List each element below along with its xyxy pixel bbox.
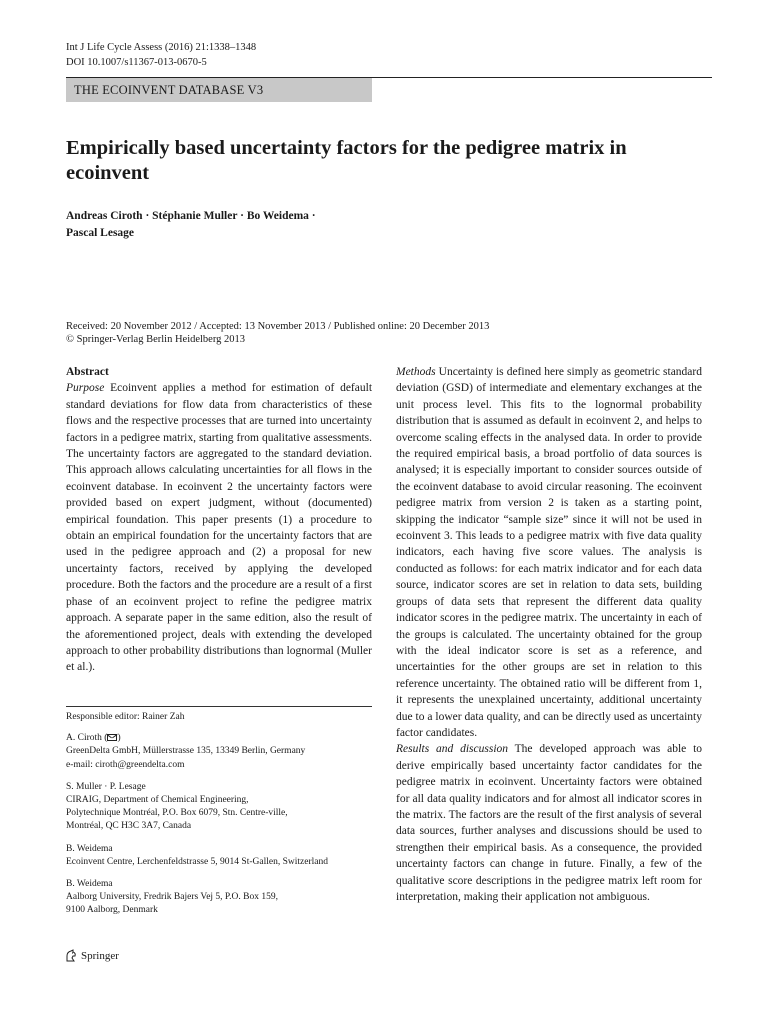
footnote-rule xyxy=(66,706,372,707)
author-affiliations xyxy=(66,711,372,927)
journal-meta xyxy=(66,40,256,70)
purpose-text: Ecoinvent applies a method for estimation of default standard deviations for flow data from characteristics of these flows and the respective processes that are turned into uncertainty factors in a pedigree matrix, starting from qualitative assessments. The uncertainty factors are aggregated to the standard deviation. This approach allows calculating uncertainties for all flows in the ecoinvent database. In ecoinvent 2 the uncertainty factors were provided based on expert judgment, without (documented) empirical foundation. This paper presents (1) a procedure to obtain an empirical foundation for the uncertainty factors that are used in the pedigree approach and (2) a proposal for new uncertainty factors, received by applying the developed procedure. Both the factors and the procedure are a result of a first phase of an ecoinvent project to refine the pedigree matrix approach. A separate paper in the same edition, also the result of the aforementioned project, deals with extending the developed approach to other probability distributions than lognormal (Muller et al.). xyxy=(66,382,373,674)
affiliation-address: GreenDelta GmbH, Müllerstrasse 135, 13349 Berlin, Germany xyxy=(66,746,306,757)
abstract-left-column xyxy=(66,364,372,676)
publication-dates xyxy=(66,320,489,346)
paren-close: ) xyxy=(117,733,121,744)
affiliation-muller-lesage xyxy=(66,781,372,834)
authors-line: Pascal Lesage xyxy=(66,227,135,239)
affiliation-name: B. Weidema xyxy=(66,879,113,890)
abstract-purpose xyxy=(66,380,372,675)
copyright-line: © Springer-Verlag Berlin Heidelberg 2013 xyxy=(66,334,246,345)
journal-citation: Int J Life Cycle Assess (2016) 21:1338–1348 xyxy=(66,42,257,53)
methods-label: Methods xyxy=(396,366,436,378)
affiliation-name: B. Weidema xyxy=(66,843,113,854)
affiliation-name xyxy=(66,732,372,745)
dates-line: Received: 20 November 2012 / Accepted: 13 November 2013 / Published online: 20 December 2013 xyxy=(66,321,490,332)
springer-horse-icon xyxy=(64,949,78,963)
affiliation-address: Ecoinvent Centre, Lerchenfeldstrasse 5, 9014 St-Gallen, Switzerland xyxy=(66,856,328,867)
affiliation-address: Polytechnique Montréal, P.O. Box 6079, Stn. Centre-ville, xyxy=(66,808,288,819)
publisher-name: Springer xyxy=(81,950,119,962)
affiliation-weidema-ecoinvent xyxy=(66,843,372,869)
article-title: Empirically based uncertainty factors for the pedigree matrix in ecoinvent xyxy=(66,137,627,184)
author-email[interactable]: e-mail: ciroth@greendelta.com xyxy=(66,759,185,770)
affiliation-address: CIRAIG, Department of Chemical Engineering, xyxy=(66,795,249,806)
results-text: The developed approach was able to derive empirically based uncertainty factor candidates for the pedigree matrix in ecoinvent. Uncertainty factors were obtained for all data quality indicators and for almost all indicator scores in the matrix. The factors are the result of the first analysis of several data sources, further analyses and discussions should be used to strengthen their empirical basis. As a consequence, the provided uncertainty factors can change in future. Finally, a few of the qualitative score descriptions in the pedigree matrix left room for interpretation, making their application not ambiguous. xyxy=(396,743,703,903)
section-band: THE ECOINVENT DATABASE V3 xyxy=(66,78,372,102)
responsible-editor: Responsible editor: Rainer Zah xyxy=(66,712,185,722)
affiliation-address: Aalborg University, Fredrik Bajers Vej 5, P.O. Box 159, xyxy=(66,892,278,903)
authors-line: Andreas Ciroth · Stéphanie Muller · Bo Weidema · xyxy=(66,210,316,222)
abstract-right-column xyxy=(396,364,702,905)
doi[interactable]: DOI 10.1007/s11367-013-0670-5 xyxy=(66,57,207,68)
author-list xyxy=(66,208,386,242)
purpose-label: Purpose xyxy=(66,382,105,395)
affiliation-address: 9100 Aalborg, Denmark xyxy=(66,905,158,916)
abstract-results xyxy=(396,741,702,905)
author-name: A. Ciroth ( xyxy=(66,733,108,744)
affiliation-weidema-aalborg xyxy=(66,878,372,918)
publisher-logo xyxy=(64,949,119,963)
methods-text: Uncertainty is defined here simply as geometric standard deviation (GSD) of intermediate and elementary exchanges at the unit process level. This fits to the lognormal probability distribution that is assumed as default in ecoinvent 2, and helps to overcome scaling effects in the analysed data. In order to provide the required empirical basis, a broad portfolio of data sources is analysed; it is especially important to consider sources outside of the ecoinvent database to avoid circular reasoning. The ecoinvent pedigree matrix from version 2 is taken as a starting point, skipping the indicator “sample size” since it will not be used in ecoinvent 3. This leads to a pedigree matrix with five data quality indicators, each having five score values. The analysis is conducted as follows: for each matrix indicator and for each data source, indicator scores are set in relation to data sets, building groups of data sets that represent the different data quality indicator scores in the pedigree matrix. The uncertainty in each of the groups is calculated. The uncertainty obtained for the group with the ideal indicator score is set as a reference, and uncertainties for the other groups are set in relation to this reference uncertainty. The obtained ratio will be different from 1, it represents the unexplained uncertainty, additional uncertainty due to a lower data quality, and can be directly used as uncertainty factor candidates. xyxy=(396,366,702,739)
abstract-heading: Abstract xyxy=(66,366,109,378)
envelope-icon[interactable] xyxy=(107,734,117,741)
results-label: Results and discussion xyxy=(396,743,509,756)
affiliation-name: S. Muller · P. Lesage xyxy=(66,781,146,792)
abstract-methods xyxy=(396,364,702,741)
affiliation-address: Montréal, QC H3C 3A7, Canada xyxy=(66,821,192,832)
affiliation-ciroth xyxy=(66,732,372,772)
